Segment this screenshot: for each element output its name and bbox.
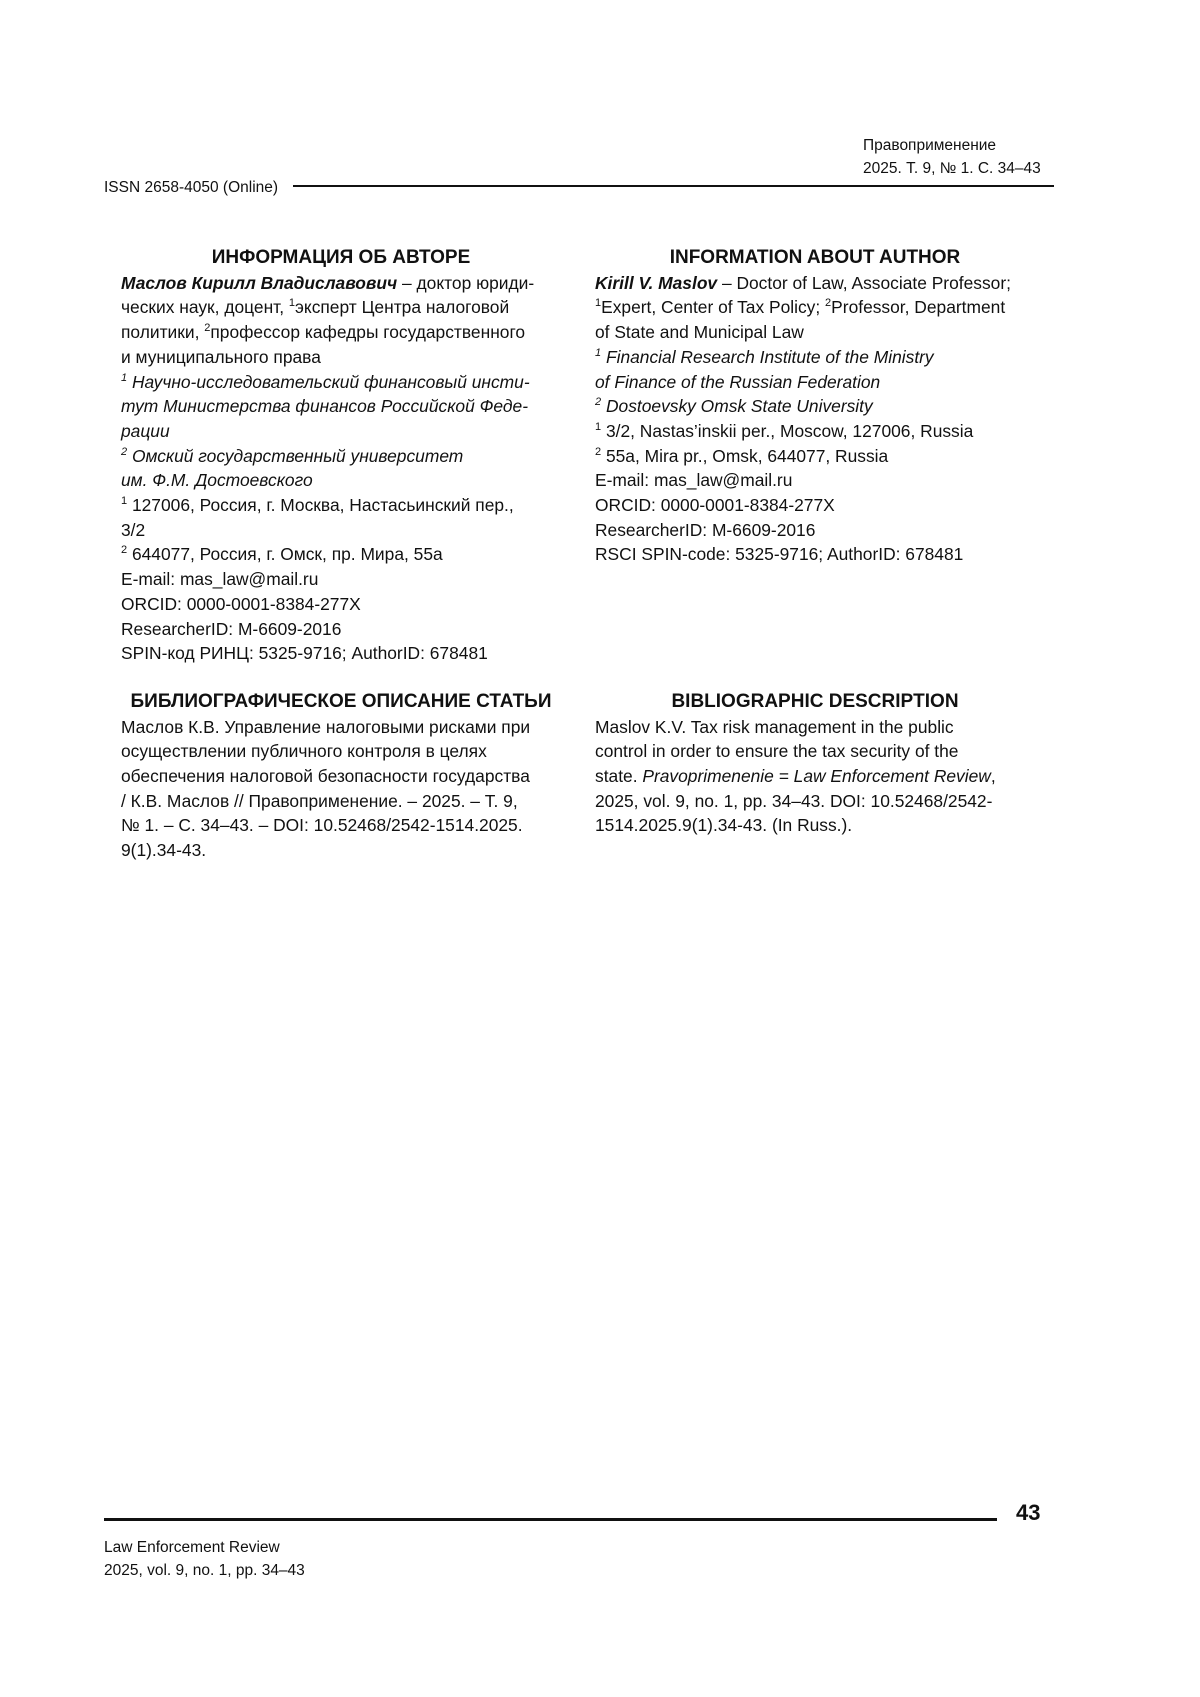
biblio-line-ru: осуществлении публичного контроля в целях — [121, 741, 487, 762]
researcher-id-en: ResearcherID: M-6609-2016 — [595, 519, 816, 540]
address-2-ru: $^2$ 644077, Россия, г. Омск, пр. Мира, 55а — [121, 544, 443, 565]
footer-divider — [104, 1518, 997, 1521]
biblio-line-ru: № 1. – С. 34–43. – DOI: 10.52468/2542-1514.2025. — [121, 815, 523, 836]
author-name-en: Kirill V. Maslov — [595, 272, 718, 293]
affiliation-1-ru-end: рации — [121, 420, 170, 441]
journal-name-en: Pravoprimenenie = Law Enforcement Review — [642, 766, 991, 787]
affiliation-1-ru: $^1$ Научно-исследовательский финансовый инсти- — [121, 371, 530, 392]
affiliation-2-en: $^2$ Dostoevsky Omsk State University — [595, 396, 873, 417]
author-line-1-en: Kirill V. Maslov – Doctor of Law, Associate Professor; — [595, 272, 1011, 293]
address-1-ru-cont: 3/2 — [121, 519, 146, 540]
running-footer-en — [104, 1536, 305, 1582]
affiliation-1-en-cont: of Finance of the Russian Federation — [595, 371, 881, 392]
spin-en: RSCI SPIN-code: 5325-9716; AuthorID: 678481 — [595, 544, 964, 565]
author-line-2-en: $^1$Expert, Center of Tax Policy; $^2$Professor, Department — [595, 297, 1006, 318]
running-header-ru — [863, 134, 1041, 180]
journal-title-ru: Правоприменение — [863, 137, 997, 154]
author-name-ru: Маслов Кирилл Владиславович — [121, 272, 398, 293]
affiliation-2-ru-cont: им. Ф.М. Достоевского — [121, 470, 313, 491]
biblio-line-en: Maslov K.V. Tax risk management in the public — [595, 716, 954, 737]
biblio-line-ru: обеспечения налоговой безопасности государства — [121, 766, 530, 787]
column-ru — [121, 246, 561, 863]
email-ru: E-mail: mas_law@mail.ru — [121, 569, 319, 590]
journal-title-en: Law Enforcement Review — [104, 1539, 280, 1556]
section-gap — [595, 666, 1035, 690]
email-en: E-mail: mas_law@mail.ru — [595, 470, 793, 491]
biblio-line-en: 1514.2025.9(1).34-43. (In Russ.). — [595, 815, 853, 836]
author-info-title-en: INFORMATION ABOUT AUTHOR — [669, 247, 961, 268]
header-divider — [293, 185, 1054, 187]
address-1-en: $^1$ 3/2, Nastas’inskii per., Moscow, 127006, Russia — [595, 420, 974, 441]
biblio-line-en: 2025, vol. 9, no. 1, pp. 34–43. DOI: 10.52468/2542- — [595, 790, 993, 811]
address-2-en: $^2$ 55a, Mira pr., Omsk, 644077, Russia — [595, 445, 889, 466]
author-line-2-ru: ческих наук, доцент, $^1$эксперт Центра налоговой — [121, 297, 510, 318]
biblio-title-ru: БИБЛИОГРАФИЧЕСКОЕ ОПИСАНИЕ СТАТЬИ — [130, 690, 552, 712]
affiliation-2-ru: $^2$ Омский государственный университет — [121, 445, 464, 466]
biblio-line-ru: Маслов К.В. Управление налоговыми рисками при — [121, 716, 531, 737]
spin-ru: SPIN-код РИНЦ: 5325-9716; AuthorID: 678481 — [121, 643, 488, 664]
address-1-ru: $^1$ 127006, Россия, г. Москва, Настасьинский пер., — [121, 495, 514, 516]
biblio-line-ru: / К.В. Маслов // Правоприменение. – 2025. – Т. 9, — [121, 790, 518, 811]
section-gap — [121, 666, 561, 690]
issn: ISSN 2658-4050 (Online) — [104, 179, 279, 196]
biblio-title-en: BIBLIOGRAPHIC DESCRIPTION — [671, 690, 959, 712]
affiliation-1-ru-cont: тут Министерства финансов Российской Феде- — [121, 396, 528, 417]
orcid-ru: ORCID: 0000-0001-8384-277X — [121, 593, 361, 614]
biblio-line-en: state. Pravoprimenenie = Law Enforcement Review, — [595, 766, 996, 787]
author-info-title-ru: ИНФОРМАЦИЯ ОБ АВТОРЕ — [211, 247, 471, 268]
issue-info-ru: 2025. Т. 9, № 1. С. 34–43 — [863, 160, 1041, 177]
author-line-4-ru: и муниципального права — [121, 346, 321, 367]
affiliation-1-en: $^1$ Financial Research Institute of the Ministry — [595, 346, 934, 367]
column-spacer — [595, 567, 1035, 666]
researcher-id-ru: ResearcherID: M-6609-2016 — [121, 618, 342, 639]
biblio-line-en: control in order to ensure the tax security of the — [595, 741, 959, 762]
author-line-1-ru: Маслов Кирилл Владиславович – доктор юриди- — [121, 272, 535, 293]
author-line-3-en: of State and Municipal Law — [595, 322, 804, 343]
column-en — [595, 246, 1035, 838]
author-line-3-ru: политики, $^2$профессор кафедры государственного — [121, 322, 526, 343]
orcid-en: ORCID: 0000-0001-8384-277X — [595, 495, 835, 516]
issue-info-en: 2025, vol. 9, no. 1, pp. 34–43 — [104, 1562, 305, 1579]
page-number: 43 — [1016, 1500, 1041, 1525]
biblio-line-ru: 9(1).34-43. — [121, 840, 207, 861]
